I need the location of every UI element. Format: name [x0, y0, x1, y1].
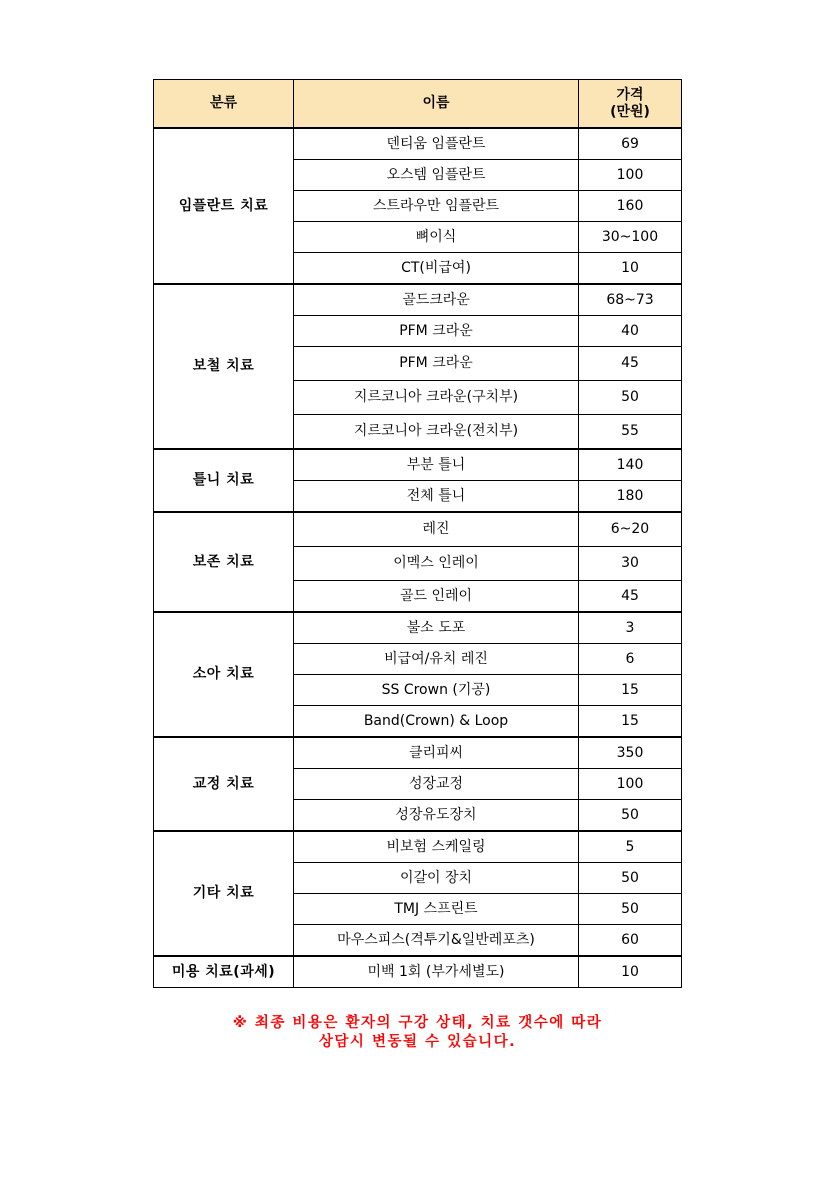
- price-cell: 350: [579, 737, 682, 769]
- price-cell: 68~73: [579, 284, 682, 316]
- price-cell: 160: [579, 191, 682, 222]
- table-row: [154, 831, 682, 863]
- category-group: [154, 737, 682, 831]
- price-cell: 45: [579, 581, 682, 613]
- treatment-name-cell: 미백 1회 (부가세별도): [294, 956, 579, 988]
- treatment-name-cell: 클리피씨: [294, 737, 579, 769]
- price-cell: 180: [579, 481, 682, 513]
- treatment-name-cell: 스트라우만 임플란트: [294, 191, 579, 222]
- header-price-line1: 가격: [616, 86, 644, 103]
- treatment-name-cell: 지르코니아 크라운(전치부): [294, 415, 579, 450]
- treatment-name-cell: SS Crown (기공): [294, 675, 579, 706]
- price-cell: 15: [579, 706, 682, 738]
- treatment-name-cell: 성장교정: [294, 769, 579, 800]
- price-cell: 30: [579, 547, 682, 581]
- treatment-name-cell: 오스템 임플란트: [294, 160, 579, 191]
- category-cell: 소아 치료: [154, 612, 294, 737]
- table-row: [154, 737, 682, 769]
- treatment-name-cell: 성장유도장치: [294, 800, 579, 832]
- treatment-name-cell: 마우스피스(격투기&일반레포츠): [294, 925, 579, 957]
- table-row: [154, 449, 682, 481]
- price-cell: 50: [579, 381, 682, 415]
- treatment-name-cell: 골드 인레이: [294, 581, 579, 613]
- category-group: [154, 956, 682, 988]
- table-row: [154, 956, 682, 988]
- price-cell: 6~20: [579, 512, 682, 547]
- header-price-line2: (만원): [610, 103, 650, 120]
- price-cell: 3: [579, 612, 682, 644]
- price-cell: 55: [579, 415, 682, 450]
- category-cell: 미용 치료(과세): [154, 956, 294, 988]
- category-cell: 임플란트 치료: [154, 128, 294, 284]
- header-price: [579, 80, 682, 129]
- treatment-name-cell: 레진: [294, 512, 579, 547]
- treatment-name-cell: 이멕스 인레이: [294, 547, 579, 581]
- price-cell: 10: [579, 253, 682, 285]
- price-cell: 15: [579, 675, 682, 706]
- category-cell: 보존 치료: [154, 512, 294, 612]
- category-group: [154, 128, 682, 284]
- treatment-name-cell: 전체 틀니: [294, 481, 579, 513]
- treatment-name-cell: 비보험 스케일링: [294, 831, 579, 863]
- category-group: [154, 512, 682, 612]
- cost-notice: [0, 1014, 835, 1052]
- treatment-name-cell: 뼈이식: [294, 222, 579, 253]
- category-cell: 기타 치료: [154, 831, 294, 956]
- treatment-name-cell: 이갈이 장치: [294, 863, 579, 894]
- treatment-name-cell: 불소 도포: [294, 612, 579, 644]
- category-cell: 틀니 치료: [154, 449, 294, 512]
- treatment-name-cell: PFM 크라운: [294, 347, 579, 381]
- table-row: [154, 512, 682, 547]
- treatment-name-cell: 비급여/유치 레진: [294, 644, 579, 675]
- category-group: [154, 612, 682, 737]
- treatment-name-cell: CT(비급여): [294, 253, 579, 285]
- treatment-name-cell: 부분 틀니: [294, 449, 579, 481]
- treatment-name-cell: PFM 크라운: [294, 316, 579, 347]
- price-cell: 6: [579, 644, 682, 675]
- category-cell: 보철 치료: [154, 284, 294, 449]
- category-group: [154, 449, 682, 512]
- table-row: [154, 284, 682, 316]
- table-header-row: [154, 80, 682, 129]
- treatment-name-cell: 골드크라운: [294, 284, 579, 316]
- price-cell: 60: [579, 925, 682, 957]
- treatment-name-cell: 지르코니아 크라운(구치부): [294, 381, 579, 415]
- table-row: [154, 128, 682, 160]
- price-cell: 100: [579, 160, 682, 191]
- price-cell: 50: [579, 894, 682, 925]
- price-cell: 140: [579, 449, 682, 481]
- treatment-name-cell: 덴티움 임플란트: [294, 128, 579, 160]
- cost-notice-line2: 상담시 변동될 수 있습니다.: [318, 1034, 517, 1050]
- price-cell: 10: [579, 956, 682, 988]
- price-cell: 69: [579, 128, 682, 160]
- price-cell: 50: [579, 863, 682, 894]
- cost-notice-line1: ※ 최종 비용은 환자의 구강 상태, 치료 갯수에 따라: [232, 1015, 603, 1031]
- price-cell: 45: [579, 347, 682, 381]
- price-cell: 50: [579, 800, 682, 832]
- price-table: [153, 79, 682, 988]
- price-cell: 5: [579, 831, 682, 863]
- treatment-name-cell: Band(Crown) & Loop: [294, 706, 579, 738]
- header-name: 이름: [294, 80, 579, 129]
- category-cell: 교정 치료: [154, 737, 294, 831]
- price-cell: 40: [579, 316, 682, 347]
- category-group: [154, 284, 682, 449]
- price-cell: 30~100: [579, 222, 682, 253]
- price-cell: 100: [579, 769, 682, 800]
- header-category: 분류: [154, 80, 294, 129]
- table-row: [154, 612, 682, 644]
- category-group: [154, 831, 682, 956]
- treatment-name-cell: TMJ 스프린트: [294, 894, 579, 925]
